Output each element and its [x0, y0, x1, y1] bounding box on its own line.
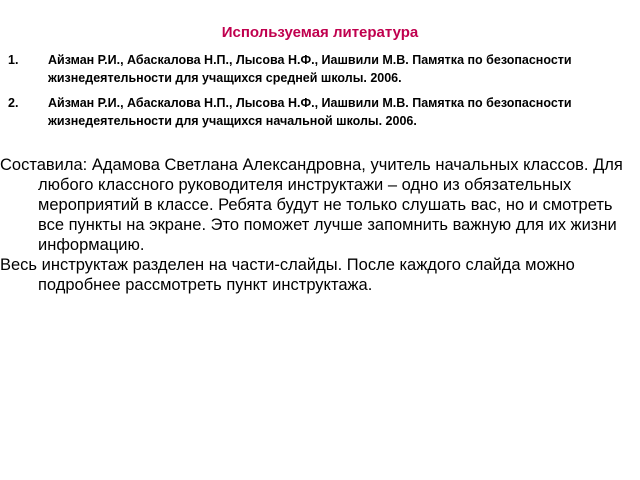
- reference-list: [8, 51, 628, 137]
- structure-paragraph: Весь инструктаж разделен на части-слайды. После каждого слайда можно подробнее рассмотреть пункт инструктажа.: [0, 256, 575, 294]
- reference-item: [8, 94, 628, 130]
- reference-text: Айзман Р.И., Абаскалова Н.П., Лысова Н.Ф., Иашвили М.В. Памятка по безопасности жизнедеятельности для учащихся средней школы. 2006.: [48, 53, 572, 85]
- reference-item: [8, 51, 628, 87]
- reference-text: Айзман Р.И., Абаскалова Н.П., Лысова Н.Ф., Иашвили М.В. Памятка по безопасности жизнедеятельности для учащихся начальной школы. 2006.: [48, 96, 572, 128]
- page-title: Используемая литература: [221, 24, 419, 41]
- reference-number: 2.: [8, 96, 19, 110]
- author-paragraph: Составила: Адамова Светлана Александровна, учитель начальных классов. Для любого классного руководителя инструктажи – одно из обязательных мероприятий в классе. Ребята будут не только слушать вас, но и смотреть все пункты на экране. Это поможет лучше запомнить важную для их жизни информацию.: [0, 156, 623, 254]
- body-text: [0, 155, 632, 295]
- reference-number: 1.: [8, 53, 19, 67]
